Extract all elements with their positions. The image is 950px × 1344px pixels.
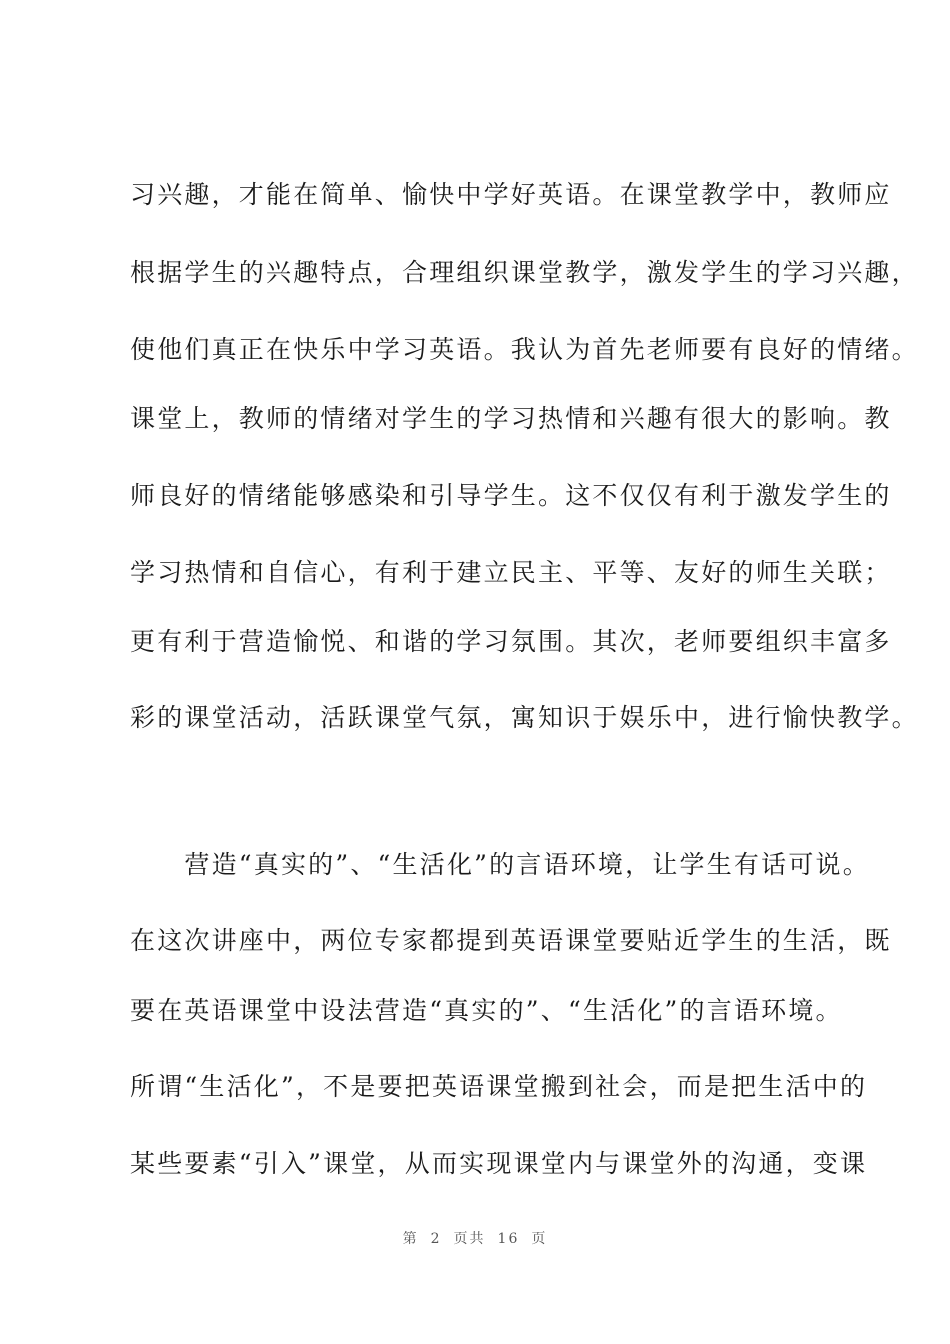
paragraph-1-line-8: 彩的课堂活动，活跃课堂气氛，寓知识于娱乐中，进行愉快教学。 xyxy=(130,703,919,732)
footer-total-pages: 16 xyxy=(497,1231,520,1247)
paragraph-1-line-2: 根据学生的兴趣特点，合理组织课堂教学，激发学生的学习兴趣， xyxy=(130,258,919,287)
paragraph-1-line-3: 使他们真正在快乐中学习英语。我认为首先老师要有良好的情绪。 xyxy=(130,335,919,364)
paragraph-2-line-5: 某些要素“引入”课堂，从而实现课堂内与课堂外的沟通，变课 xyxy=(130,1149,868,1178)
paragraph-2-line-4: 所谓“生活化”，不是要把英语课堂搬到社会，而是把生活中的 xyxy=(130,1072,868,1101)
paragraph-2-line-3: 要在英语课堂中设法营造“真实的”、“生活化”的言语环境。 xyxy=(130,996,843,1025)
paragraph-2-line-2: 在这次讲座中，两位专家都提到英语课堂要贴近学生的生活，既 xyxy=(130,926,892,955)
paragraph-1-line-5: 师良好的情绪能够感染和引导学生。这不仅仅有利于激发学生的 xyxy=(130,481,892,510)
footer-label-mid: 页共 xyxy=(453,1231,486,1247)
footer-current-page: 2 xyxy=(430,1231,442,1247)
paragraph-1-line-1: 习兴趣，才能在简单、愉快中学好英语。在课堂教学中，教师应 xyxy=(130,180,892,209)
footer-label-prefix: 第 xyxy=(402,1231,419,1247)
paragraph-1-line-4: 课堂上，教师的情绪对学生的学习热情和兴趣有很大的影响。教 xyxy=(130,404,892,433)
paragraph-1-line-7: 更有利于营造愉悦、和谐的学习氛围。其次，老师要组织丰富多 xyxy=(130,627,892,656)
page-footer xyxy=(0,1228,950,1248)
footer-label-suffix: 页 xyxy=(531,1231,548,1247)
paragraph-1-line-6: 学习热情和自信心，有利于建立民主、平等、友好的师生关联； xyxy=(130,558,892,587)
paragraph-2-line-1: 营造“真实的”、“生活化”的言语环境，让学生有话可说。 xyxy=(130,850,870,879)
